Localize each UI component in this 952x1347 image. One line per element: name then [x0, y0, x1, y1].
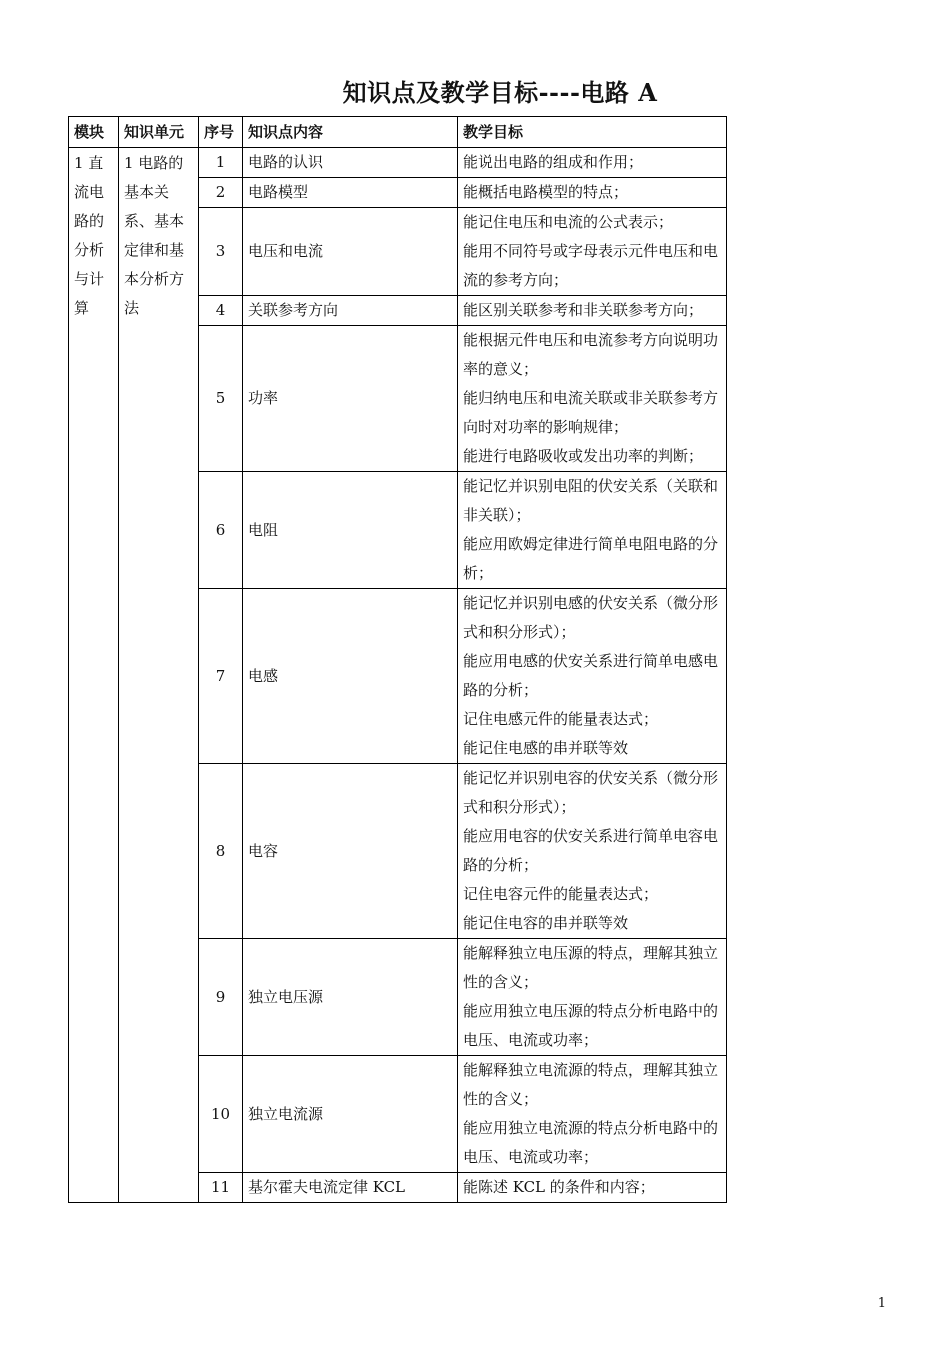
row-content: 电容: [243, 764, 458, 939]
page-title: 知识点及教学目标----电路 A: [342, 78, 658, 107]
header-content: 知识点内容: [243, 117, 458, 148]
row-content: 功率: [243, 326, 458, 472]
row-goals: [458, 1056, 727, 1173]
goal-line: 能应用独立电压源的特点分析电路中的电压、电流或功率；: [463, 1002, 719, 1049]
row-number: 10: [199, 1056, 243, 1173]
goal-line: 记住电感元件的能量表达式；: [463, 710, 659, 728]
row-number: 11: [199, 1173, 243, 1203]
goal-line: 能区别关联参考和非关联参考方向；: [463, 301, 704, 319]
row-goals: [458, 296, 727, 326]
goal-line: 能记忆并识别电容的伏安关系（微分形式和积分形式）；: [463, 769, 719, 816]
goal-line: 能记住电容的串并联等效: [463, 914, 629, 932]
row-goals: [458, 178, 727, 208]
row-content: 独立电流源: [243, 1056, 458, 1173]
goal-line: 能说出电路的组成和作用；: [463, 153, 644, 171]
goal-line: 能应用独立电流源的特点分析电路中的电压、电流或功率；: [463, 1119, 719, 1166]
header-goal: 教学目标: [458, 117, 727, 148]
row-number: 4: [199, 296, 243, 326]
row-content: 基尔霍夫电流定律 KCL: [243, 1173, 458, 1203]
row-number: 1: [199, 148, 243, 178]
goal-line: 能应用电感的伏安关系进行简单电感电路的分析；: [463, 652, 719, 699]
row-goals: [458, 589, 727, 764]
goal-line: 能记忆并识别电阻的伏安关系（关联和非关联）；: [463, 477, 719, 524]
row-goals: [458, 939, 727, 1056]
goal-line: 能用不同符号或字母表示元件电压和电流的参考方向；: [463, 242, 719, 289]
row-number: 9: [199, 939, 243, 1056]
table-header-row: [69, 117, 727, 148]
row-content: 电路模型: [243, 178, 458, 208]
row-content: 独立电压源: [243, 939, 458, 1056]
module-cell: 1 直流电路的分析与计算: [69, 148, 119, 1203]
goal-line: 能解释独立电压源的特点，理解其独立性的含义；: [463, 944, 719, 991]
row-goals: [458, 472, 727, 589]
page-number: 1: [877, 1296, 886, 1311]
row-goals: [458, 148, 727, 178]
row-number: 7: [199, 589, 243, 764]
goal-line: 能根据元件电压和电流参考方向说明功率的意义；: [463, 331, 719, 378]
unit-cell: 1 电路的基本关系、基本定律和基本分析方法: [119, 148, 199, 1203]
header-number: 序号: [199, 117, 243, 148]
row-content: 电感: [243, 589, 458, 764]
row-goals: [458, 326, 727, 472]
goal-line: 能应用电容的伏安关系进行简单电容电路的分析；: [463, 827, 719, 874]
goal-line: 能应用欧姆定律进行简单电阻电路的分析；: [463, 535, 719, 582]
goal-line: 能进行电路吸收或发出功率的判断；: [463, 447, 704, 465]
row-content: 关联参考方向: [243, 296, 458, 326]
row-number: 3: [199, 208, 243, 296]
row-number: 5: [199, 326, 243, 472]
goal-line: 能记住电感的串并联等效: [463, 739, 629, 757]
row-number: 8: [199, 764, 243, 939]
header-module: 模块: [69, 117, 119, 148]
row-goals: [458, 764, 727, 939]
row-number: 2: [199, 178, 243, 208]
goal-line: 能解释独立电流源的特点，理解其独立性的含义；: [463, 1061, 719, 1108]
row-goals: [458, 208, 727, 296]
row-number: 6: [199, 472, 243, 589]
header-unit: 知识单元: [119, 117, 199, 148]
goal-line: 能归纳电压和电流关联或非关联参考方向时对功率的影响规律；: [463, 389, 719, 436]
table-row: [69, 148, 727, 178]
row-content: 电阻: [243, 472, 458, 589]
goal-line: 能概括电路模型的特点；: [463, 183, 629, 201]
knowledge-table: [68, 116, 727, 1203]
row-goals: [458, 1173, 727, 1203]
goal-line: 能陈述 KCL 的条件和内容；: [463, 1178, 655, 1196]
goal-line: 记住电容元件的能量表达式；: [463, 885, 659, 903]
row-content: 电压和电流: [243, 208, 458, 296]
row-content: 电路的认识: [243, 148, 458, 178]
goal-line: 能记住电压和电流的公式表示；: [463, 213, 674, 231]
goal-line: 能记忆并识别电感的伏安关系（微分形式和积分形式）；: [463, 594, 719, 641]
